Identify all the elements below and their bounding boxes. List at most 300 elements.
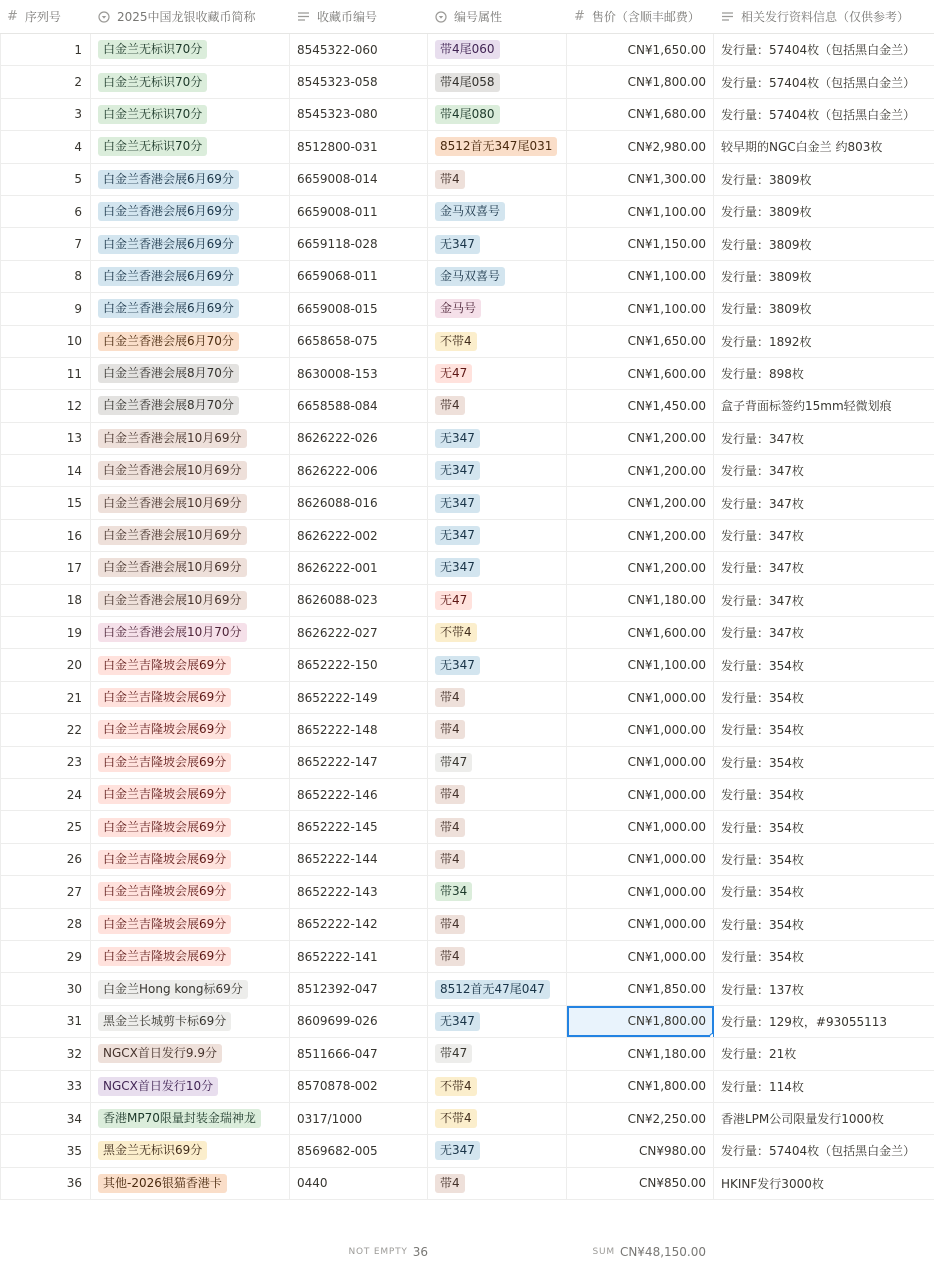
price-cell[interactable] (567, 520, 714, 551)
price-cell[interactable] (567, 876, 714, 907)
name-cell[interactable] (91, 390, 290, 421)
price-cell[interactable] (567, 1103, 714, 1134)
info-cell[interactable] (714, 520, 934, 551)
attr-cell[interactable] (428, 941, 567, 972)
code-cell[interactable] (290, 520, 428, 551)
info-cell[interactable] (714, 811, 934, 842)
table-row[interactable] (0, 876, 934, 908)
info-cell[interactable] (714, 552, 934, 583)
table-row[interactable] (0, 941, 934, 973)
seq-cell[interactable] (0, 844, 91, 875)
info-cell[interactable] (714, 34, 934, 65)
info-cell[interactable] (714, 617, 934, 648)
name-cell[interactable] (91, 779, 290, 810)
price-value: CN¥1,100.00 (627, 269, 706, 284)
seq-number: 7 (74, 237, 82, 252)
coin-code: 8545322-060 (297, 42, 378, 57)
code-cell[interactable] (290, 552, 428, 583)
price-cell[interactable] (567, 164, 714, 195)
info-cell[interactable] (714, 941, 934, 972)
attr-cell[interactable] (428, 747, 567, 778)
name-cell[interactable] (91, 1006, 290, 1037)
seq-cell[interactable] (0, 66, 91, 97)
name-cell[interactable] (91, 66, 290, 97)
coin-code: 8630008-153 (297, 366, 378, 381)
code-cell[interactable] (290, 1038, 428, 1069)
attr-cell[interactable] (428, 390, 567, 421)
price-cell[interactable] (567, 844, 714, 875)
price-cell[interactable] (567, 714, 714, 745)
attr-cell[interactable] (428, 973, 567, 1004)
name-cell[interactable] (91, 326, 290, 357)
seq-cell[interactable] (0, 196, 91, 227)
name-cell[interactable] (91, 293, 290, 324)
price-cell[interactable] (567, 811, 714, 842)
table-row[interactable] (0, 747, 934, 779)
code-cell[interactable] (290, 423, 428, 454)
name-tag: 白金兰香港会展10月69分 (98, 461, 247, 480)
seq-cell[interactable] (0, 941, 91, 972)
table-row[interactable] (0, 973, 934, 1005)
info-cell[interactable] (714, 649, 934, 680)
price-cell[interactable] (567, 779, 714, 810)
table-row[interactable] (0, 1038, 934, 1070)
table-body (0, 34, 934, 1200)
attr-cell[interactable] (428, 617, 567, 648)
table-row[interactable] (0, 196, 934, 228)
attr-cell[interactable] (428, 261, 567, 292)
seq-cell[interactable] (0, 99, 91, 130)
info-cell[interactable] (714, 196, 934, 227)
code-cell[interactable] (290, 1006, 428, 1037)
table-row[interactable] (0, 811, 934, 843)
seq-number: 27 (66, 884, 82, 899)
name-cell[interactable] (91, 1071, 290, 1102)
price-cell[interactable] (567, 585, 714, 616)
seq-number: 8 (74, 269, 82, 284)
seq-cell[interactable] (0, 520, 91, 551)
seq-number: 16 (66, 528, 82, 543)
name-tag: 白金兰香港会展10月70分 (98, 623, 247, 642)
name-cell[interactable] (91, 358, 290, 389)
name-cell[interactable] (91, 747, 290, 778)
info-cell[interactable] (714, 1006, 934, 1037)
seq-cell[interactable] (0, 423, 91, 454)
name-cell[interactable] (91, 811, 290, 842)
info-cell[interactable] (714, 423, 934, 454)
table-row[interactable] (0, 487, 934, 519)
attr-cell[interactable] (428, 131, 567, 162)
name-cell[interactable] (91, 34, 290, 65)
price-cell[interactable] (567, 941, 714, 972)
code-cell[interactable] (290, 1071, 428, 1102)
info-cell[interactable] (714, 1135, 934, 1166)
column-header-seq[interactable] (0, 0, 91, 33)
info-text: 发行量：354枚 (721, 852, 804, 867)
table-row[interactable] (0, 617, 934, 649)
attr-tag: 带4 (435, 688, 465, 707)
seq-cell[interactable] (0, 131, 91, 162)
table-row[interactable] (0, 261, 934, 293)
column-header-name[interactable] (91, 0, 290, 33)
table-row[interactable] (0, 779, 934, 811)
table-row[interactable] (0, 358, 934, 390)
name-cell[interactable] (91, 941, 290, 972)
code-cell[interactable] (290, 747, 428, 778)
info-cell[interactable] (714, 293, 934, 324)
price-cell[interactable] (567, 682, 714, 713)
table-row[interactable] (0, 585, 934, 617)
name-cell[interactable] (91, 196, 290, 227)
attr-cell[interactable] (428, 1168, 567, 1199)
code-cell[interactable] (290, 131, 428, 162)
seq-number: 32 (66, 1046, 82, 1061)
seq-cell[interactable] (0, 1135, 91, 1166)
attr-cell[interactable] (428, 34, 567, 65)
attr-tag: 带4尾080 (435, 105, 500, 124)
seq-cell[interactable] (0, 552, 91, 583)
attr-cell[interactable] (428, 228, 567, 259)
price-cell[interactable] (567, 1006, 714, 1037)
info-cell[interactable] (714, 585, 934, 616)
name-cell[interactable] (91, 1168, 290, 1199)
attr-cell[interactable] (428, 811, 567, 842)
name-cell[interactable] (91, 909, 290, 940)
attr-tag: 带4尾060 (435, 40, 500, 59)
attr-cell[interactable] (428, 1038, 567, 1069)
table-row[interactable] (0, 455, 934, 487)
coin-code: 6659068-011 (297, 269, 378, 284)
attr-cell[interactable] (428, 1006, 567, 1037)
price-cell[interactable] (567, 487, 714, 518)
info-cell[interactable] (714, 844, 934, 875)
seq-cell[interactable] (0, 1071, 91, 1102)
code-cell[interactable] (290, 455, 428, 486)
info-cell[interactable] (714, 261, 934, 292)
code-cell[interactable] (290, 585, 428, 616)
attr-tag: 无347 (435, 1141, 480, 1160)
code-cell[interactable] (290, 1103, 428, 1134)
name-cell[interactable] (91, 844, 290, 875)
name-cell[interactable] (91, 1038, 290, 1069)
column-label: 收藏币编号 (317, 10, 378, 24)
table-row[interactable] (0, 909, 934, 941)
table-row[interactable] (0, 34, 934, 66)
code-cell[interactable] (290, 1135, 428, 1166)
code-cell[interactable] (290, 876, 428, 907)
name-cell[interactable] (91, 682, 290, 713)
table-row[interactable] (0, 99, 934, 131)
table-row[interactable] (0, 1071, 934, 1103)
footer-sum-cell[interactable] (428, 1245, 714, 1259)
table-row[interactable] (0, 1168, 934, 1200)
seq-cell[interactable] (0, 682, 91, 713)
price-cell[interactable] (567, 1038, 714, 1069)
code-cell[interactable] (290, 34, 428, 65)
price-cell[interactable] (567, 196, 714, 227)
code-cell[interactable] (290, 844, 428, 875)
footer-count-cell[interactable] (0, 1245, 428, 1259)
name-cell[interactable] (91, 423, 290, 454)
table-row[interactable] (0, 844, 934, 876)
price-value: CN¥1,600.00 (627, 366, 706, 381)
seq-cell[interactable] (0, 1168, 91, 1199)
code-cell[interactable] (290, 66, 428, 97)
price-cell[interactable] (567, 358, 714, 389)
seq-cell[interactable] (0, 164, 91, 195)
table-row[interactable] (0, 520, 934, 552)
code-cell[interactable] (290, 682, 428, 713)
price-cell[interactable] (567, 747, 714, 778)
attr-tag: 带47 (435, 1044, 472, 1063)
table-row[interactable] (0, 714, 934, 746)
code-cell[interactable] (290, 487, 428, 518)
name-cell[interactable] (91, 164, 290, 195)
code-cell[interactable] (290, 99, 428, 130)
code-cell[interactable] (290, 228, 428, 259)
seq-cell[interactable] (0, 747, 91, 778)
attr-tag: 带47 (435, 753, 472, 772)
code-cell[interactable] (290, 358, 428, 389)
seq-cell[interactable] (0, 358, 91, 389)
table-row[interactable] (0, 390, 934, 422)
attr-cell[interactable] (428, 876, 567, 907)
attr-cell[interactable] (428, 682, 567, 713)
name-cell[interactable] (91, 261, 290, 292)
attr-cell[interactable] (428, 196, 567, 227)
info-cell[interactable] (714, 1103, 934, 1134)
table-row[interactable] (0, 164, 934, 196)
info-text: 发行量：1892枚 (721, 334, 812, 349)
info-cell[interactable] (714, 779, 934, 810)
table-row[interactable] (0, 552, 934, 584)
price-cell[interactable] (567, 1168, 714, 1199)
code-cell[interactable] (290, 390, 428, 421)
info-cell[interactable] (714, 876, 934, 907)
seq-cell[interactable] (0, 909, 91, 940)
code-cell[interactable] (290, 811, 428, 842)
attr-cell[interactable] (428, 326, 567, 357)
seq-cell[interactable] (0, 1103, 91, 1134)
table-row[interactable] (0, 1135, 934, 1167)
price-cell[interactable] (567, 326, 714, 357)
table-row[interactable] (0, 326, 934, 358)
seq-cell[interactable] (0, 811, 91, 842)
attr-cell[interactable] (428, 1135, 567, 1166)
column-header-code[interactable] (290, 0, 428, 33)
price-cell[interactable] (567, 34, 714, 65)
code-cell[interactable] (290, 909, 428, 940)
info-cell[interactable] (714, 909, 934, 940)
info-text: 发行量：354枚 (721, 788, 804, 803)
seq-cell[interactable] (0, 876, 91, 907)
name-cell[interactable] (91, 131, 290, 162)
seq-number: 28 (66, 917, 82, 932)
attr-cell[interactable] (428, 552, 567, 583)
attr-cell[interactable] (428, 909, 567, 940)
price-cell[interactable] (567, 99, 714, 130)
code-cell[interactable] (290, 293, 428, 324)
code-cell[interactable] (290, 1168, 428, 1199)
seq-cell[interactable] (0, 34, 91, 65)
seq-cell[interactable] (0, 390, 91, 421)
seq-cell[interactable] (0, 973, 91, 1004)
name-cell[interactable] (91, 487, 290, 518)
name-cell[interactable] (91, 876, 290, 907)
code-cell[interactable] (290, 196, 428, 227)
info-cell[interactable] (714, 390, 934, 421)
code-cell[interactable] (290, 973, 428, 1004)
name-cell[interactable] (91, 228, 290, 259)
name-cell[interactable] (91, 1135, 290, 1166)
seq-number: 6 (74, 204, 82, 219)
price-value: CN¥1,200.00 (627, 528, 706, 543)
price-cell[interactable] (567, 1071, 714, 1102)
code-cell[interactable] (290, 779, 428, 810)
info-cell[interactable] (714, 1071, 934, 1102)
attr-cell[interactable] (428, 844, 567, 875)
attr-cell[interactable] (428, 99, 567, 130)
code-cell[interactable] (290, 714, 428, 745)
seq-cell[interactable] (0, 487, 91, 518)
info-cell[interactable] (714, 358, 934, 389)
column-header-info[interactable] (714, 0, 934, 33)
code-cell[interactable] (290, 326, 428, 357)
name-cell[interactable] (91, 1103, 290, 1134)
code-cell[interactable] (290, 617, 428, 648)
seq-number: 35 (66, 1143, 82, 1158)
name-cell[interactable] (91, 99, 290, 130)
seq-cell[interactable] (0, 585, 91, 616)
name-tag: 黑金兰长城剪卡标69分 (98, 1012, 231, 1031)
code-cell[interactable] (290, 164, 428, 195)
attr-cell[interactable] (428, 649, 567, 680)
info-cell[interactable] (714, 99, 934, 130)
info-cell[interactable] (714, 1038, 934, 1069)
price-cell[interactable] (567, 261, 714, 292)
attr-cell[interactable] (428, 585, 567, 616)
table-row[interactable] (0, 649, 934, 681)
code-cell[interactable] (290, 941, 428, 972)
info-cell[interactable] (714, 326, 934, 357)
table-row[interactable] (0, 1006, 934, 1038)
info-cell[interactable] (714, 1168, 934, 1199)
price-cell[interactable] (567, 973, 714, 1004)
attr-cell[interactable] (428, 487, 567, 518)
info-cell[interactable] (714, 66, 934, 97)
info-text: 发行量：354枚 (721, 691, 804, 705)
price-cell[interactable] (567, 552, 714, 583)
table-row[interactable] (0, 682, 934, 714)
price-value: CN¥1,100.00 (627, 658, 706, 673)
name-cell[interactable] (91, 973, 290, 1004)
seq-cell[interactable] (0, 1038, 91, 1069)
attr-cell[interactable] (428, 455, 567, 486)
code-cell[interactable] (290, 649, 428, 680)
table-row[interactable] (0, 423, 934, 455)
table-row[interactable] (0, 131, 934, 163)
info-cell[interactable] (714, 131, 934, 162)
seq-cell[interactable] (0, 1006, 91, 1037)
price-cell[interactable] (567, 390, 714, 421)
number-icon: # (574, 9, 585, 24)
name-cell[interactable] (91, 714, 290, 745)
seq-number: 34 (66, 1111, 82, 1126)
seq-cell[interactable] (0, 617, 91, 648)
info-cell[interactable] (714, 747, 934, 778)
price-value: CN¥1,150.00 (627, 237, 706, 252)
table-row[interactable] (0, 228, 934, 260)
name-cell[interactable] (91, 552, 290, 583)
seq-cell[interactable] (0, 455, 91, 486)
price-cell[interactable] (567, 909, 714, 940)
info-cell[interactable] (714, 455, 934, 486)
info-cell[interactable] (714, 487, 934, 518)
price-cell[interactable] (567, 455, 714, 486)
seq-cell[interactable] (0, 649, 91, 680)
attr-cell[interactable] (428, 779, 567, 810)
name-cell[interactable] (91, 455, 290, 486)
seq-cell[interactable] (0, 714, 91, 745)
info-cell[interactable] (714, 682, 934, 713)
seq-cell[interactable] (0, 293, 91, 324)
name-tag: 白金兰吉隆坡会展69分 (98, 850, 231, 869)
info-cell[interactable] (714, 973, 934, 1004)
attr-cell[interactable] (428, 1071, 567, 1102)
attr-cell[interactable] (428, 164, 567, 195)
info-cell[interactable] (714, 714, 934, 745)
attr-cell[interactable] (428, 520, 567, 551)
table-row[interactable] (0, 1103, 934, 1135)
seq-number: 26 (66, 852, 82, 867)
info-cell[interactable] (714, 164, 934, 195)
name-cell[interactable] (91, 617, 290, 648)
attr-cell[interactable] (428, 423, 567, 454)
price-cell[interactable] (567, 228, 714, 259)
price-cell[interactable] (567, 131, 714, 162)
price-cell[interactable] (567, 617, 714, 648)
column-header-attr[interactable] (428, 0, 567, 33)
name-cell[interactable] (91, 520, 290, 551)
price-cell[interactable] (567, 649, 714, 680)
attr-cell[interactable] (428, 66, 567, 97)
coin-code: 8545323-080 (297, 107, 378, 122)
table-row[interactable] (0, 293, 934, 325)
attr-cell[interactable] (428, 293, 567, 324)
seq-cell[interactable] (0, 779, 91, 810)
name-cell[interactable] (91, 649, 290, 680)
name-cell[interactable] (91, 585, 290, 616)
attr-cell[interactable] (428, 714, 567, 745)
name-tag: 白金兰无标识70分 (98, 40, 207, 59)
price-value: CN¥1,450.00 (627, 398, 706, 413)
info-cell[interactable] (714, 228, 934, 259)
seq-cell[interactable] (0, 228, 91, 259)
name-tag: 白金兰香港会展10月69分 (98, 591, 247, 610)
price-cell[interactable] (567, 293, 714, 324)
price-cell[interactable] (567, 423, 714, 454)
attr-cell[interactable] (428, 358, 567, 389)
price-cell[interactable] (567, 66, 714, 97)
price-cell[interactable] (567, 1135, 714, 1166)
table-row[interactable] (0, 66, 934, 98)
attr-cell[interactable] (428, 1103, 567, 1134)
column-header-price[interactable] (567, 0, 714, 33)
code-cell[interactable] (290, 261, 428, 292)
seq-number: 29 (66, 949, 82, 964)
seq-cell[interactable] (0, 261, 91, 292)
seq-cell[interactable] (0, 326, 91, 357)
